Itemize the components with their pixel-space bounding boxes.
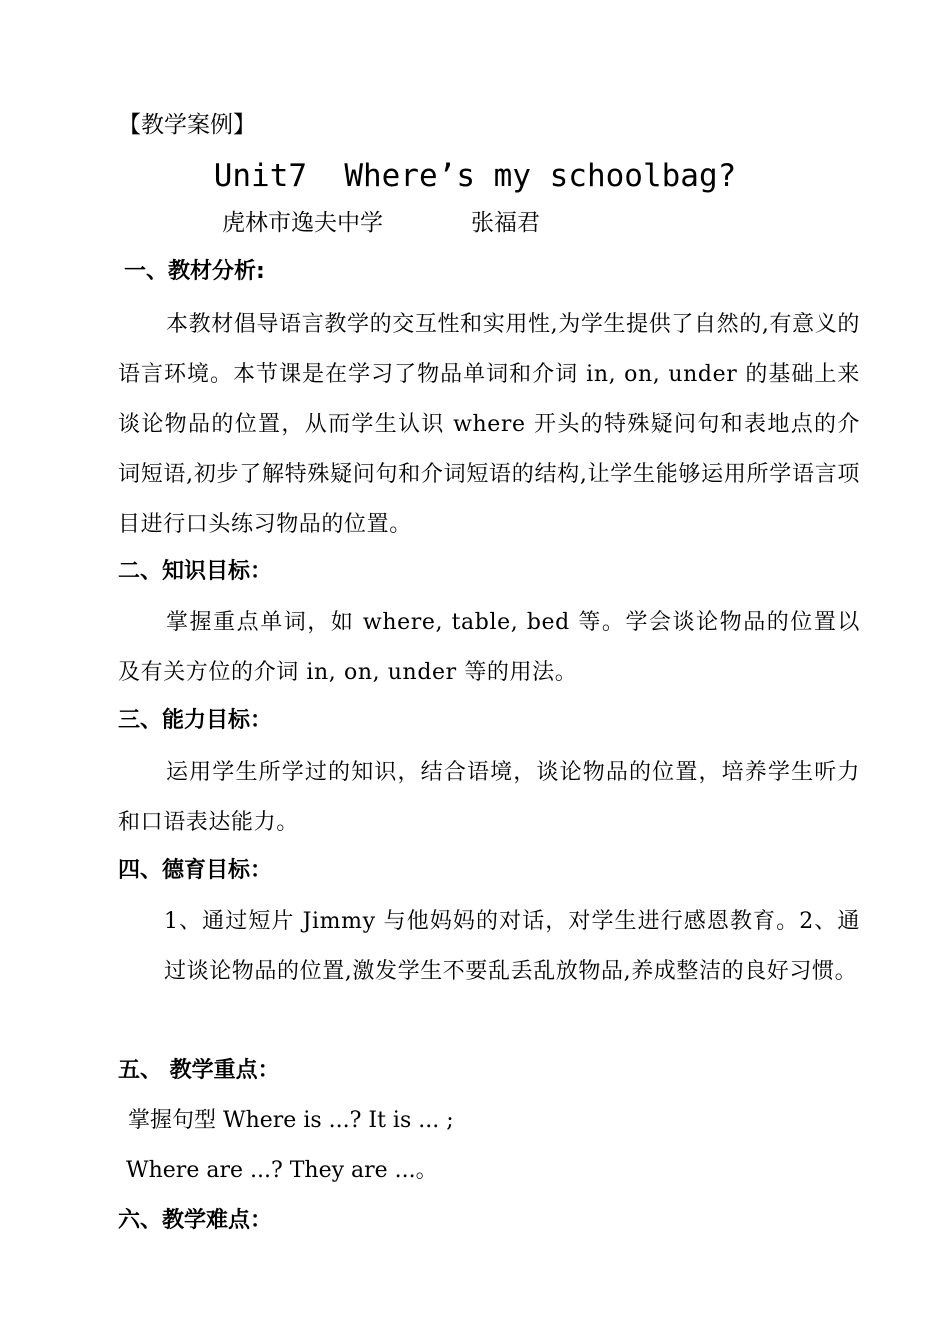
section-heading-key-points: 五、 教学重点： [118,1058,280,1083]
lesson-title: Unit7 Where’s my schoolbag? [213,158,737,194]
section-body-materials: 本教材倡导语言教学的交互性和实用性,为学生提供了自然的,有意义的语言环境。本节课是在学习了物品单词和介词 in, on, under 的基础上来谈论物品的位置，从而学生认识 where 开头的特殊疑问句和表地点的介词短语,初步了解特殊疑问句和介词短语的结构,让学生能够运用所学语言项目进行口头练习物品的位置。 [118,312,860,537]
key-point-line: Where are ...? They are ...。 [126,1158,438,1183]
case-tag: 【教学案例】 [118,112,256,138]
section-heading-materials: 一、教材分析: [124,259,265,284]
section-body-ability: 运用学生所学过的知识，结合语境，谈论物品的位置，培养学生听力和口语表达能力。 [118,760,860,835]
section-heading-moral: 四、德育目标： [118,858,273,883]
key-point-line: 掌握句型 Where is ...? It is ... ; [128,1108,454,1133]
section-heading-difficulties: 六、教学难点： [118,1208,273,1233]
author-name: 张福君 [471,210,540,236]
school-name: 虎林市逸夫中学 [222,210,383,236]
section-heading-knowledge: 二、知识目标： [118,559,273,584]
section-heading-ability: 三、能力目标： [118,708,273,733]
section-body-knowledge: 掌握重点单词，如 where, table, bed 等。学会谈论物品的位置以及有关方位的介词 in, on, under 等的用法。 [118,610,860,685]
section-body-moral: 1、通过短片 Jimmy 与他妈妈的对话，对学生进行感恩教育。2、通过谈论物品的位置,激发学生不要乱丢乱放物品,养成整洁的良好习惯。 [164,909,860,984]
author-line [222,206,540,240]
